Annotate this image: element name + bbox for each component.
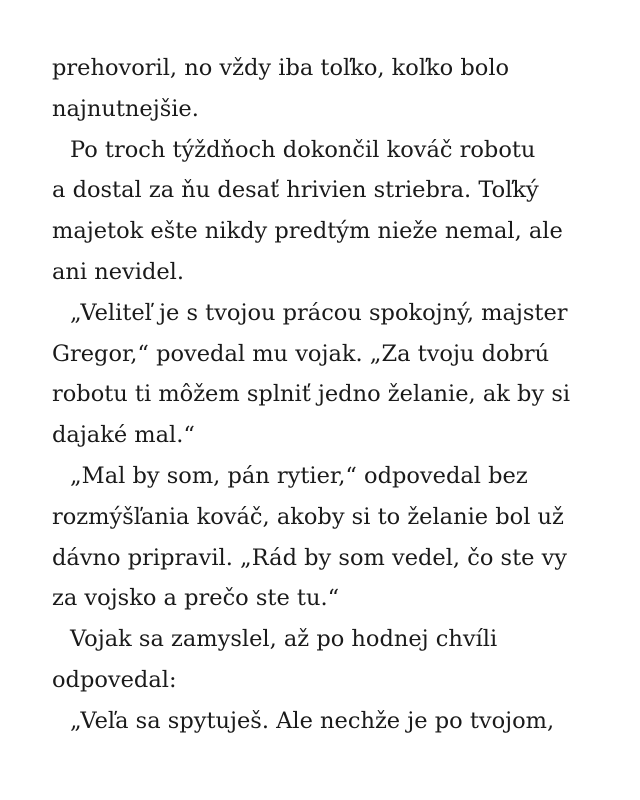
text-line: a dostal za ňu desať hrivien striebra. Toľký xyxy=(52,177,539,204)
text-line: najnutnejšie. xyxy=(52,95,199,122)
paragraph-first-line: Vojak sa zamyslel, až po hodnej chvíli xyxy=(70,626,498,653)
text-line: prehovoril, no vždy iba toľko, koľko bolo xyxy=(52,55,510,81)
text-line: odpovedal: xyxy=(52,666,177,693)
paragraph-first-line: „Veliteľ je s tvojou prácou spokojný, majster xyxy=(70,299,568,326)
text-line: dajaké mal.“ xyxy=(52,422,195,449)
paragraph-first-line: Po troch týždňoch dokončil kováč robotu xyxy=(70,136,536,163)
text-line: robotu ti môžem splniť jedno želanie, ak by si xyxy=(52,381,571,408)
text-line: ani nevidel. xyxy=(52,258,185,285)
page-text xyxy=(52,48,592,742)
text-line: rozmýšľania kováč, akoby si to želanie bol už xyxy=(52,503,564,530)
text-line: majetok ešte nikdy predtým nieže nemal, ale xyxy=(52,218,563,245)
text-line: dávno pripravil. „Rád by som vedel, čo ste vy xyxy=(52,544,568,571)
text-line: Gregor,“ povedal mu vojak. „Za tvoju dobrú xyxy=(52,340,550,367)
paragraph-first-line: „Veľa sa spytuješ. Ale nechže je po tvojom, xyxy=(70,707,555,734)
text-line: za vojsko a prečo ste tu.“ xyxy=(52,585,340,612)
paragraph-first-line: „Mal by som, pán rytier,“ odpovedal bez xyxy=(70,462,528,489)
